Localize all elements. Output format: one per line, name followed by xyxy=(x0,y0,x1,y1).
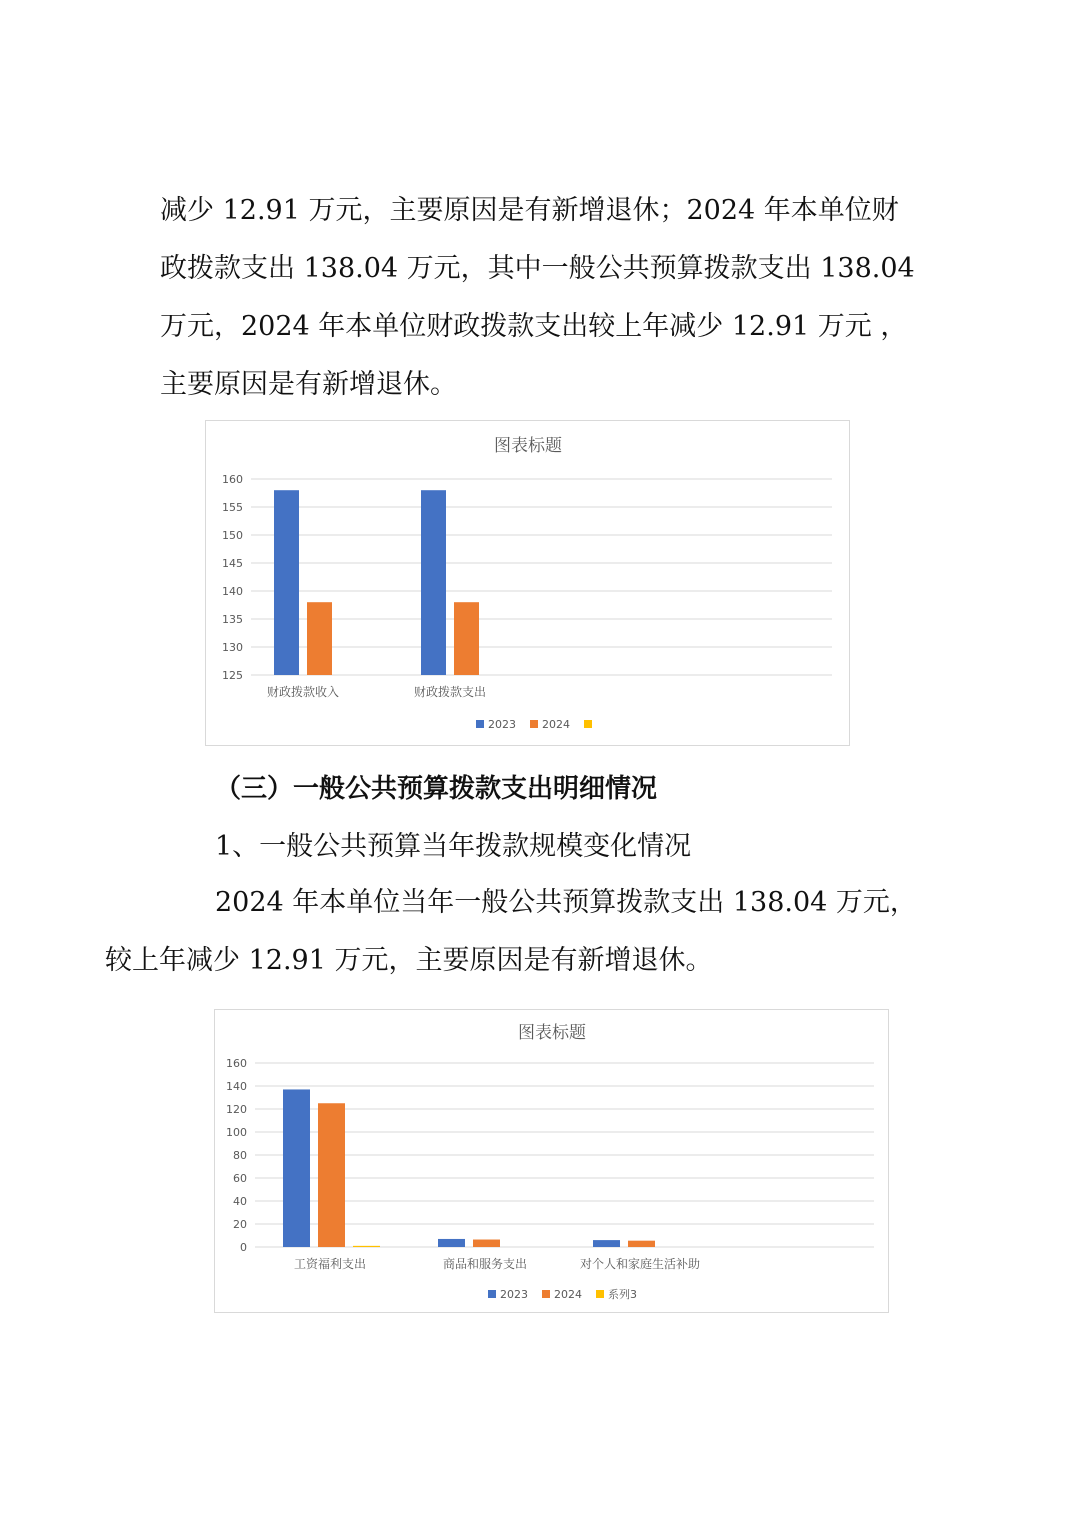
chart-1-canvas xyxy=(206,421,849,745)
legend-swatch xyxy=(476,720,484,728)
x-category-label: 财政拨款收入 xyxy=(266,685,340,699)
bar-2024-0 xyxy=(318,1103,345,1247)
bar-2024-1 xyxy=(473,1240,500,1247)
y-tick-label: 130 xyxy=(222,641,243,654)
bar-2023-1 xyxy=(438,1239,465,1247)
bar-2023-0 xyxy=(283,1089,310,1247)
x-category-label: 工资福利支出 xyxy=(293,1257,367,1271)
legend-swatch xyxy=(530,720,538,728)
subheading: 1、一般公共预算当年拨款规模变化情况 xyxy=(215,831,692,862)
bar-2023-0 xyxy=(274,490,299,675)
x-category-label: 商品和服务支出 xyxy=(442,1257,528,1271)
y-tick-label: 120 xyxy=(226,1103,247,1116)
y-tick-label: 135 xyxy=(222,613,243,626)
y-tick-label: 140 xyxy=(222,585,243,598)
paragraph-1-line: 减少 12.91 万元，主要原因是有新增退休；2024 年本单位财 xyxy=(160,195,899,226)
bar-系列3-0 xyxy=(353,1246,380,1247)
legend-swatch xyxy=(596,1290,604,1298)
y-tick-label: 100 xyxy=(226,1126,247,1139)
legend-label: 2024 xyxy=(542,718,570,731)
x-category-label: 财政拨款支出 xyxy=(413,685,487,699)
chart-title: 图表标题 xyxy=(494,436,562,456)
chart-2 xyxy=(214,1009,889,1313)
y-tick-label: 20 xyxy=(233,1218,247,1231)
legend-swatch xyxy=(542,1290,550,1298)
paragraph-2-line: 较上年减少 12.91 万元，主要原因是有新增退休。 xyxy=(105,945,713,976)
y-tick-label: 160 xyxy=(222,473,243,486)
paragraph-2 xyxy=(105,874,940,990)
paragraph-2-line: 2024 年本单位当年一般公共预算拨款支出 138.04 万元， xyxy=(215,887,917,918)
y-tick-label: 160 xyxy=(226,1057,247,1070)
x-category-label: 对个人和家庭生活补助 xyxy=(579,1257,701,1271)
chart-title: 图表标题 xyxy=(518,1023,586,1043)
y-tick-label: 140 xyxy=(226,1080,247,1093)
y-tick-label: 125 xyxy=(222,669,243,682)
y-tick-label: 155 xyxy=(222,501,243,514)
bar-2024-1 xyxy=(454,602,479,675)
y-tick-label: 150 xyxy=(222,529,243,542)
section-heading: （三）一般公共预算拨款支出明细情况 xyxy=(215,774,658,804)
legend-label: 2024 xyxy=(554,1288,582,1301)
paragraph-1-line: 政拨款支出 138.04 万元，其中一般公共预算拨款支出 138.04 xyxy=(160,253,915,284)
y-tick-label: 60 xyxy=(233,1172,247,1185)
legend-label: 2023 xyxy=(500,1288,528,1301)
legend-label: 2023 xyxy=(488,718,516,731)
bar-2023-1 xyxy=(421,490,446,675)
bar-2023-2 xyxy=(593,1240,620,1247)
bar-2024-2 xyxy=(628,1241,655,1247)
paragraph-1-line: 主要原因是有新增退休。 xyxy=(160,369,457,400)
paragraph-1 xyxy=(160,182,940,414)
bar-2024-0 xyxy=(307,602,332,675)
legend-swatch xyxy=(584,720,592,728)
y-tick-label: 40 xyxy=(233,1195,247,1208)
chart-1 xyxy=(205,420,850,746)
legend-swatch xyxy=(488,1290,496,1298)
legend-label: 系列3 xyxy=(608,1288,637,1301)
y-tick-label: 80 xyxy=(233,1149,247,1162)
chart-2-canvas xyxy=(215,1010,888,1312)
paragraph-1-line: 万元，2024 年本单位财政拨款支出较上年减少 12.91 万元 ， xyxy=(160,311,908,342)
y-tick-label: 145 xyxy=(222,557,243,570)
y-tick-label: 0 xyxy=(240,1241,247,1254)
